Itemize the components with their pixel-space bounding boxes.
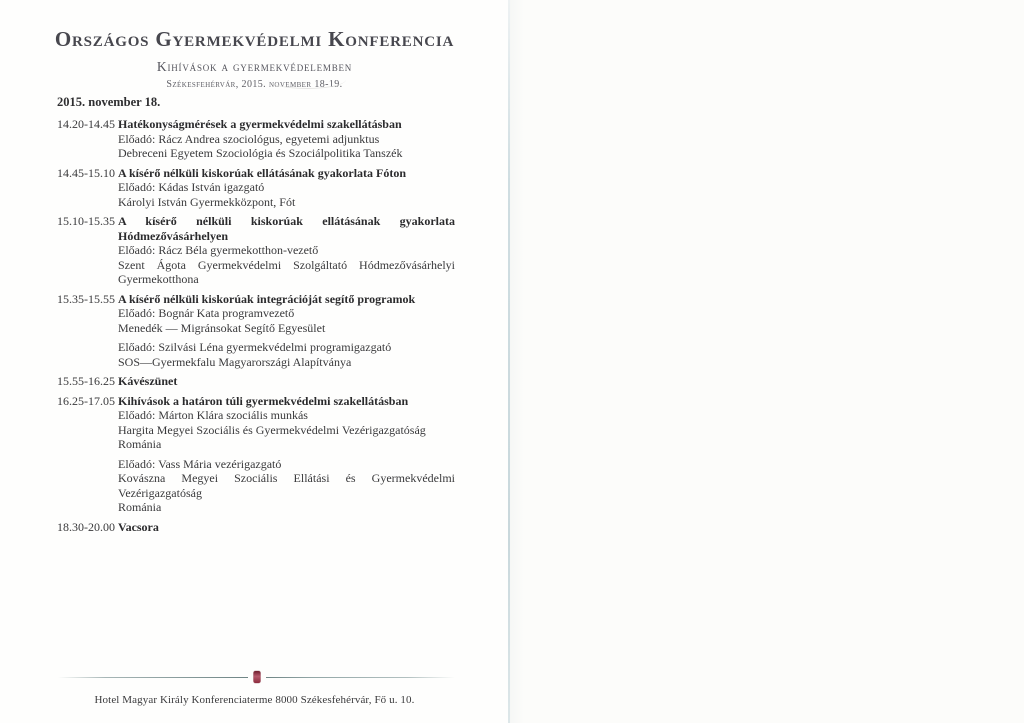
schedule-entry — [57, 374, 455, 389]
break-label: Kávészünet — [118, 374, 178, 388]
session-country: Románia — [118, 437, 162, 451]
session-organization-2: SOS—Gyermekfalu Magyarországi Alapítványa — [118, 354, 352, 369]
session-organization-cont: Gyermekotthona — [118, 272, 199, 286]
entry-content — [118, 520, 455, 535]
page-header — [0, 0, 509, 90]
entry-time: 15.35-15.55 — [57, 291, 115, 306]
entry-time: 15.55-16.25 — [57, 374, 115, 388]
session-title: A kísérő nélküli kiskorúak ellátásának gyakorlata — [118, 214, 455, 228]
entry-time: 16.25-17.05 — [57, 393, 115, 408]
entry-content — [118, 292, 455, 370]
session-title-cont: Hódmezővásárhelyen — [118, 228, 228, 243]
program-page — [0, 0, 509, 723]
session-speaker: Előadó: Bognár Kata programvezető — [118, 306, 295, 320]
schedule-entry — [57, 166, 455, 210]
footer-address: Hotel Magyar Király Konferenciaterme 8000 Székesfehérvár, Fő u. 10. — [94, 694, 415, 706]
entry-content — [118, 117, 455, 161]
session-organization: Debreceni Egyetem Szociológia és Szociálpolitika Tanszék — [118, 146, 403, 160]
entry-content — [118, 214, 455, 287]
session-organization: Hargita Megyei Szociális és Gyermekvédelmi Vezérigazgatóság — [118, 422, 426, 437]
session-title: A kísérő nélküli kiskorúak integrációját segítő programok — [118, 291, 416, 306]
blank-facing-page — [510, 0, 1024, 723]
session-title: Kihívások a határon túli gyermekvédelmi szakellátásban — [118, 393, 409, 408]
schedule-entry — [57, 117, 455, 161]
session-speaker: Előadó: Rácz Andrea szociológus, egyetemi adjunktus — [118, 131, 380, 146]
entry-time: 15.10-15.35 — [57, 214, 115, 228]
session-organization-2: Kovászna Megyei Szociális Ellátási és Gyermekvédelmi — [118, 471, 455, 485]
dinner-label: Vacsora — [118, 519, 159, 534]
session-organization: Szent Ágota Gyermekvédelmi Szolgáltató Hódmezővásárhelyi — [118, 257, 455, 272]
session-title: Hatékonyságmérések a gyermekvédelmi szakellátásban — [118, 117, 402, 131]
footer-rule — [58, 670, 455, 684]
entry-time: 14.20-14.45 — [57, 117, 115, 131]
schedule-entry — [57, 292, 455, 370]
day-heading: 2015. november 18. — [57, 95, 161, 109]
session-organization: Menedék — Migránsokat Segítő Egyesület — [118, 320, 326, 335]
footer-rule-right — [266, 677, 456, 678]
session-speaker: Előadó: Márton Klára szociális munkás — [118, 408, 308, 422]
schedule-entry — [57, 394, 455, 515]
conference-subtitle: Kihívások a gyermekvédelemben — [156, 59, 353, 74]
conference-title: Országos Gyermekvédelmi Konferencia — [54, 27, 455, 51]
entry-time: 14.45-15.10 — [57, 165, 115, 180]
schedule — [57, 117, 455, 539]
session-speaker-2: Előadó: Szilvási Léna gyermekvédelmi programigazgató — [118, 340, 392, 354]
conference-venue-date: Székesfehérvár, 2015. november 18-19. — [166, 79, 343, 90]
session-speaker: Előadó: Rácz Béla gyermekotthon-vezető — [118, 243, 319, 257]
schedule-entry — [57, 520, 455, 535]
session-speaker-2: Előadó: Vass Mária vezérigazgató — [118, 456, 282, 471]
entry-content — [118, 394, 455, 515]
session-speaker: Előadó: Kádas István igazgató — [118, 180, 265, 194]
entry-time: 18.30-20.00 — [57, 519, 115, 534]
entry-content — [118, 374, 455, 389]
entry-content — [118, 166, 455, 210]
session-country-2: Románia — [118, 500, 162, 514]
crest-ornament-icon — [253, 671, 260, 683]
schedule-entry — [57, 214, 455, 287]
scan-crease-mark — [268, 70, 346, 89]
session-organization: Károlyi István Gyermekközpont, Fót — [118, 194, 296, 209]
footer-rule-left — [58, 677, 248, 678]
session-organization-2-cont: Vezérigazgatóság — [118, 485, 202, 500]
session-title: A kísérő nélküli kiskorúak ellátásának gyakorlata Fóton — [118, 165, 407, 180]
